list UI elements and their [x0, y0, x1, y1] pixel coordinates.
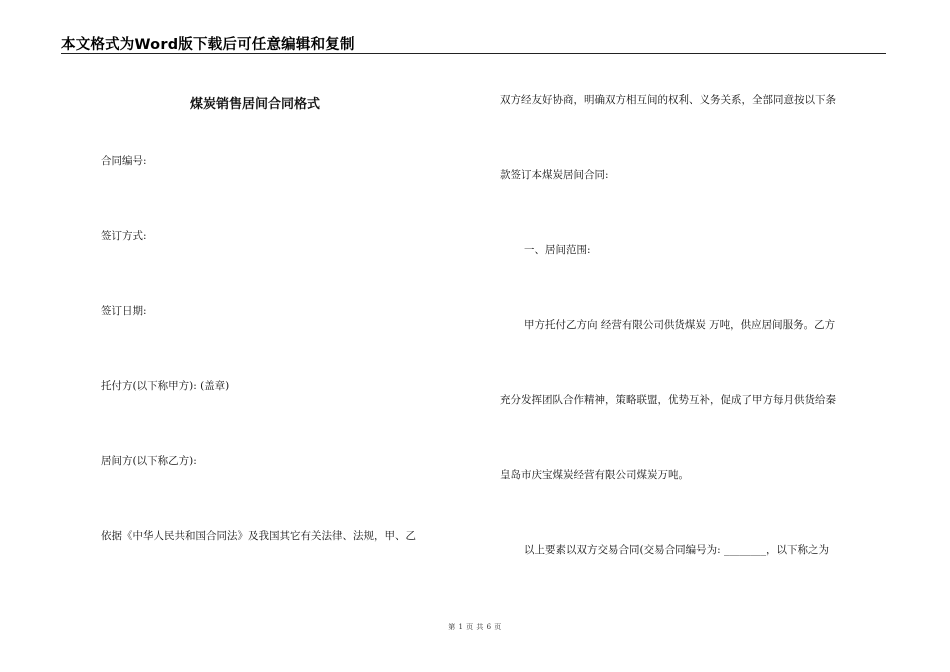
document-title: 煤炭销售居间合同格式: [190, 97, 321, 112]
contract-number-label: 合同编号:: [101, 155, 147, 167]
document-header-banner: 本文格式为Word版下载后可任意编辑和复制: [61, 37, 355, 53]
trade-contract-paragraph: 以上要素以双方交易合同(交易合同编号为: ________，以下称之为: [524, 544, 829, 556]
signing-date-label: 签订日期:: [101, 305, 147, 317]
legal-basis-paragraph: 依据《中华人民共和国合同法》及我国其它有关法律、法规，甲、乙: [101, 530, 416, 542]
scope-paragraph-line-3: 皇岛市庆宝煤炭经营有限公司煤炭万吨。: [500, 469, 689, 481]
signing-method-label: 签订方式:: [101, 230, 147, 242]
page-footer: 第 1 页 共 6 页: [448, 623, 502, 631]
agreement-text-line-1: 双方经友好协商，明确双方相互间的权利、义务关系，全部同意按以下条: [500, 94, 836, 106]
principal-party-label: 托付方(以下称甲方): (盖章): [101, 380, 230, 392]
section-heading-scope: 一、居间范围:: [524, 244, 591, 256]
scope-paragraph-line-1: 甲方托付乙方向 经营有限公司供货煤炭 万吨，供应居间服务。乙方: [524, 319, 836, 331]
scope-paragraph-line-2: 充分发挥团队合作精神，策略联盟，优势互补，促成了甲方每月供货给秦: [500, 394, 836, 406]
header-divider: [61, 53, 886, 54]
intermediary-party-label: 居间方(以下称乙方):: [101, 455, 197, 467]
agreement-text-line-2: 款签订本煤炭居间合同:: [500, 169, 609, 181]
